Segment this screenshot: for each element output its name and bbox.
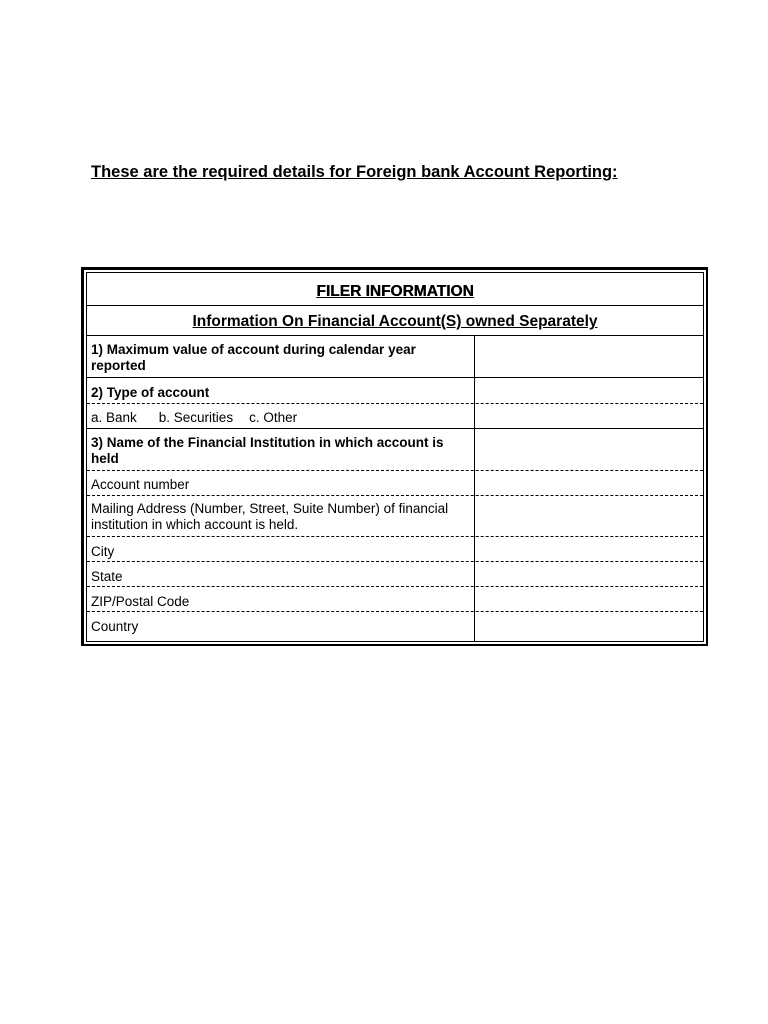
field-type-of-account[interactable] bbox=[479, 380, 699, 401]
filer-information-form bbox=[81, 267, 708, 646]
label-city: City bbox=[91, 544, 115, 559]
form-subtitle-row bbox=[87, 306, 703, 335]
form-grid bbox=[87, 335, 703, 641]
label-country: Country bbox=[91, 619, 139, 634]
row-zip-postal-code bbox=[87, 587, 703, 612]
label-maximum-value: 1) Maximum value of account during calendar year reported bbox=[91, 342, 416, 373]
field-account-number[interactable] bbox=[479, 473, 699, 493]
account-type-options bbox=[91, 410, 467, 426]
field-account-type-option[interactable] bbox=[479, 406, 699, 426]
field-maximum-value[interactable] bbox=[479, 338, 699, 375]
field-institution-name[interactable] bbox=[479, 431, 699, 468]
label-account-number: Account number bbox=[91, 477, 190, 492]
row-city bbox=[87, 537, 703, 562]
form-title-row bbox=[87, 273, 703, 306]
form-inner-border bbox=[86, 272, 704, 642]
page-heading: These are the required details for Foreign bank Account Reporting: bbox=[91, 163, 618, 181]
row-country bbox=[87, 612, 703, 645]
field-city[interactable] bbox=[479, 539, 699, 559]
row-account-number bbox=[87, 471, 703, 496]
label-zip-postal-code: ZIP/Postal Code bbox=[91, 594, 190, 609]
label-institution-name: 3) Name of the Financial Institution in which account is held bbox=[91, 435, 444, 466]
row-type-of-account bbox=[87, 378, 703, 404]
field-country[interactable] bbox=[479, 614, 699, 643]
label-state: State bbox=[91, 569, 123, 584]
field-mailing-address[interactable] bbox=[479, 498, 699, 534]
form-title: FILER INFORMATION bbox=[316, 283, 474, 300]
option-other[interactable]: c. Other bbox=[249, 410, 298, 425]
row-maximum-value bbox=[87, 336, 703, 378]
row-institution-name bbox=[87, 429, 703, 471]
label-type-of-account: 2) Type of account bbox=[91, 385, 210, 400]
row-mailing-address bbox=[87, 496, 703, 537]
field-state[interactable] bbox=[479, 564, 699, 584]
option-bank[interactable]: a. Bank bbox=[91, 410, 137, 425]
row-state bbox=[87, 562, 703, 587]
form-subtitle: Information On Financial Account(S) owned Separately bbox=[192, 313, 598, 330]
label-mailing-address: Mailing Address (Number, Street, Suite Number) of financial institution in which account is held. bbox=[91, 501, 449, 532]
option-securities[interactable]: b. Securities bbox=[158, 410, 234, 425]
row-account-type-options bbox=[87, 404, 703, 429]
field-zip-postal-code[interactable] bbox=[479, 589, 699, 609]
